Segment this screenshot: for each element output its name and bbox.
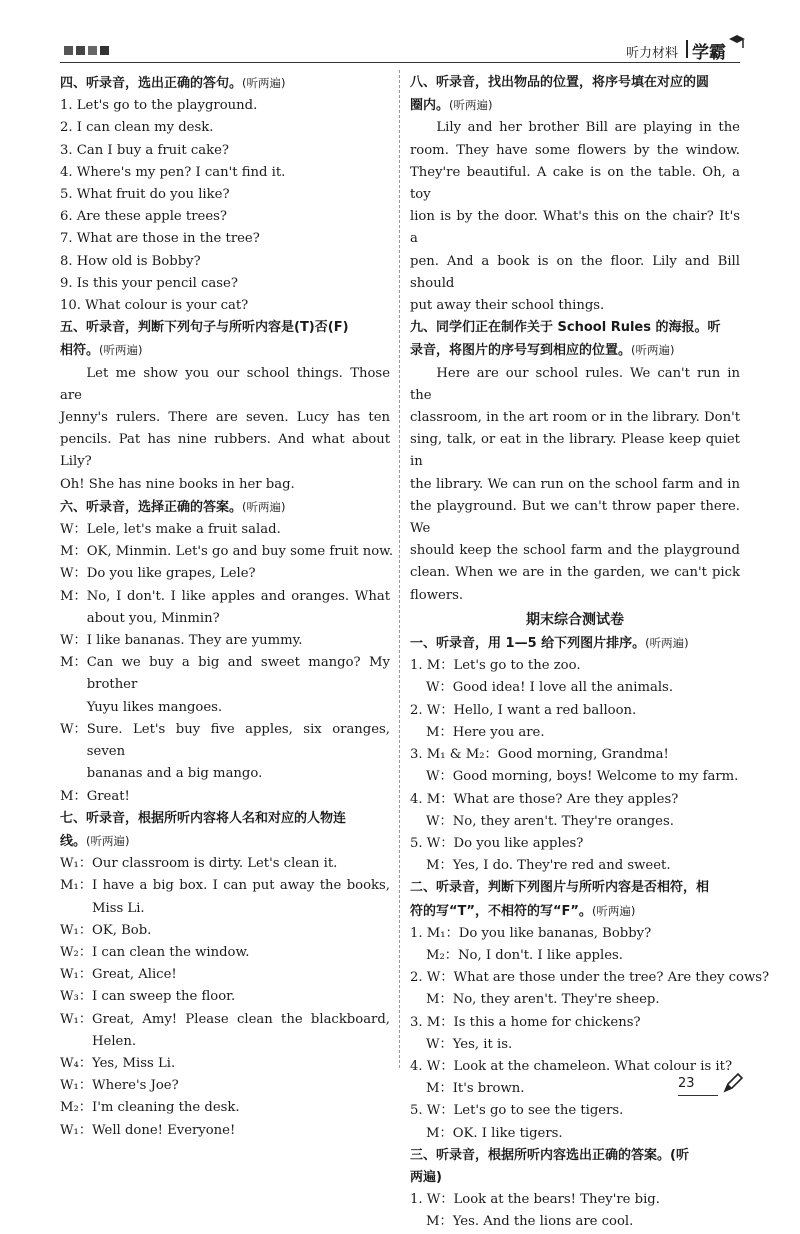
heading-note: (听两遍) [591,903,636,918]
passage-line: flowers. [410,587,464,603]
dialogue-text-line: I have a big box. I can put away the books, [91,878,390,894]
list-item: 9. Is this your pencil case? [60,275,238,291]
speaker-label: W： [426,1036,453,1052]
dialogue-text-line: Helen. [92,1033,137,1049]
column-divider [399,70,400,1068]
dialogue-text-line: Miss Li. [91,900,145,916]
dialogue-line [410,677,740,699]
list-item: 10. What colour is your cat? [60,298,249,314]
dialogue-line [410,1012,740,1034]
list-item: 5. What fruit do you like? [60,187,230,203]
dialogue-text [87,563,390,585]
speaker-label: M： [426,992,453,1008]
dialogue-text-line: No, I don't. I like apples and oranges. What [86,588,390,604]
dialogue-text-line: Yuyu likes mangoes. [86,699,223,715]
dialogue-text-line: Well done! Everyone! [92,1122,236,1138]
speaker-label: W： [426,835,454,851]
dialogue-line [410,811,740,833]
dialogue-line [60,586,390,630]
dialogue-text-line: Where's Joe? [92,1078,179,1094]
dialogue-text-line: OK, Minmin. Let's go and buy some fruit now. [86,544,394,560]
heading-text: 符的写“T”，不相符的写“F”。 [410,903,592,919]
dialogue-line [410,967,770,989]
dialogue-text: Good morning, Grandma! [497,747,669,763]
list-item: 3. Can I buy a fruit cake? [60,142,229,158]
item-number: 5. [410,835,427,851]
dialogue-text-line: I can clean the window. [92,944,250,960]
dialogue-line [410,744,740,766]
dialogue-line [60,719,390,786]
heading-text: 线。 [60,833,87,849]
speaker-label: W₁： [60,1122,93,1138]
speaker-label: W₁： [60,967,93,983]
speaker-label: W： [60,522,87,538]
dialogue-text [92,1053,390,1075]
dialogue-line [410,722,740,744]
dialogue-text: Is this a home for chickens? [453,1014,641,1030]
dialogue-line [410,1189,740,1211]
heading-text: 一、听录音，用 1—5 给下列图片排序。 [410,636,646,652]
heading-note: (听两遍) [645,636,689,651]
passage-line: pencils. Pat has nine rubbers. And what about Lily? [60,432,390,470]
dialogue-text: No, I don't. I like apples. [457,947,623,963]
section-heading: 八、听录音，找出物品的位置，将序号填在对应的圆 [410,75,710,90]
section-heading-cont [410,900,740,923]
item-number: 4. [410,791,427,807]
dialogue-text: Look at the chameleon. What colour is it? [453,1058,733,1074]
dialogue-text-line: Great, Amy! Please clean the blackboard, [92,1011,390,1027]
dialogue-text: Do you like apples? [453,835,584,851]
passage-line: Let me show you our school things. Those are [60,365,390,403]
dialogue-text [92,875,390,919]
dialogue-text [92,1120,390,1142]
speaker-label: W： [60,566,87,582]
heading-note: (听两遍) [86,833,130,848]
speaker-label: M₂： [426,947,458,963]
page-header [60,40,740,62]
speaker-label: M₁： [426,925,459,941]
dialogue-line [410,1100,740,1122]
dialogue-text: Yes, I do. They're red and sweet. [452,858,671,874]
section-7 [60,808,390,1142]
dialogue-text [92,1075,390,1097]
dialogue-text: What are those under the tree? Are they cows? [453,970,770,986]
section-5 [60,317,390,496]
item-number: 3. [410,1014,427,1030]
dialogue-text-line: Do you like grapes, Lele? [86,566,256,582]
header-divider [686,40,688,58]
heading-text: 六、听录音，选择正确的答案。 [60,499,243,515]
passage-line: Oh! She has nine books in her bag. [60,476,295,492]
list-item: 2. I can clean my desk. [60,120,214,136]
item-number: 1. [410,925,427,941]
passage-line: pen. And a book is on the floor. Lily and Bill should [410,253,740,291]
dialogue-line [60,1009,390,1053]
dialogue-text-line: I'm cleaning the desk. [91,1100,240,1116]
list-item: 6. Are these apple trees? [60,209,227,225]
speaker-label: W： [426,702,454,718]
heading-note: (听两遍) [449,98,493,113]
passage-line: sing, talk, or eat in the library. Please keep quiet in [410,432,740,470]
dialogue-line [60,853,390,875]
dialogue-line [60,652,390,719]
dialogue-text: Here you are. [452,724,545,740]
dialogue-line [410,945,740,967]
part-1 [410,632,740,877]
speaker-label: W： [426,680,453,696]
heading-note: (听两遍) [631,343,675,358]
passage-line: the playground. But we can't throw paper there. We [410,498,740,537]
dialogue-text: OK. I like tigers. [452,1125,563,1141]
item-number: 1. [410,658,427,674]
item-number: 2. [410,702,427,718]
dialogue-line [60,519,390,541]
section-heading-cont [410,339,740,362]
passage-line: should keep the school farm and the playground [410,543,740,559]
passage-line: lion is by the door. What's this on the chair? It's a [410,209,740,247]
dialogue-line [60,630,390,652]
section-9 [410,317,740,607]
section-heading: 二、听录音，判断下列图片与所听内容是否相符，相 [410,880,710,896]
left-column [60,72,394,1142]
dialogue-text [92,853,390,875]
passage-line: put away their school things. [410,298,605,314]
speaker-label: W₃： [60,989,93,1005]
speaker-label: M： [426,658,454,674]
passage-line: Here are our school rules. We can't run in the [410,365,740,403]
heading-note: (听两遍) [242,76,286,90]
dialogue-text [92,964,390,986]
section-heading: 七、听录音，根据所听内容将人名和对应的人物连 [60,810,347,826]
dialogue-line [60,786,390,808]
speaker-label: M： [426,1014,454,1030]
speaker-label: W₄： [60,1055,93,1071]
speaker-label: W₂： [60,944,93,960]
speaker-label: M： [60,788,87,804]
dialogue-text [92,942,390,964]
dialogue-line [410,855,740,877]
item-number: 3. [410,747,427,763]
dialogue-text: Good idea! I love all the animals. [452,680,674,696]
section-heading [410,632,740,655]
list-item: 7. What are those in the tree? [60,231,260,247]
item-number: 4. [410,1058,427,1074]
dialogue-text [92,1097,390,1119]
section-4 [60,72,390,317]
dialogue-text-line: about you, Minmin? [86,610,220,626]
section-heading: 三、听录音，根据所听内容选出正确的答案。(听 [410,1147,689,1163]
header-rule [60,62,740,63]
dialogue-text-line: Great! [86,788,130,804]
dialogue-text-line: Yes, Miss Li. [92,1055,176,1071]
speaker-label: M： [426,1214,453,1230]
footer-rule [678,1095,718,1096]
speaker-label: M： [60,544,87,560]
header-square-3 [88,46,97,55]
dialogue-text: Let's go to see the tigers. [453,1103,624,1119]
speaker-label: M₂： [60,1100,92,1116]
dialogue-line [410,700,740,722]
dialogue-text: Let's go to the zoo. [453,658,581,674]
item-number: 5. [410,1103,427,1119]
section-heading-cont [60,339,390,362]
section-heading: 九、同学们正在制作关于 School Rules 的海报。听 [410,320,721,336]
dialogue-line [60,1097,390,1119]
dialogue-text: Do you like bananas, Bobby? [458,925,652,941]
section-heading: 五、听录音，判断下列句子与所听内容是(T)否(F) [60,320,349,336]
speaker-label: W： [426,1058,454,1074]
dialogue-line [410,766,740,788]
part-3 [410,1145,740,1234]
dialogue-text-line: Sure. Let's buy five apples, six oranges, seven [86,721,390,760]
section-6 [60,496,394,808]
dialogue-line [410,1123,740,1145]
item-number: 1. [410,1192,427,1208]
speaker-label: M： [426,858,453,874]
section-heading-cont [410,94,740,117]
dialogue-line [60,1075,390,1097]
list-item: 4. Where's my pen? I can't find it. [60,164,286,180]
dialogue-text-line: bananas and a big mango. [86,766,263,782]
speaker-label: M： [60,588,87,604]
section-heading [60,72,390,95]
speaker-label: M： [426,1125,453,1141]
dialogue-text: Yes. And the lions are cool. [452,1214,634,1230]
dialogue-line [410,789,740,811]
dialogue-text-line: Our classroom is dirty. Let's clean it. [92,856,338,872]
item-number: 2. [410,970,427,986]
list-item: 8. How old is Bobby? [60,253,201,269]
dialogue-line [410,1056,740,1078]
dialogue-text: No, they aren't. They're oranges. [452,813,674,829]
list-item: 1. Let's go to the playground. [60,98,258,114]
speaker-label: W： [60,633,87,649]
passage-line: clean. When we are in the garden, we can't pick [410,565,740,581]
passage-line: Jenny's rulers. There are seven. Lucy has ten [60,410,390,426]
dialogue [410,655,740,877]
section-heading [60,496,390,519]
section-heading-cont [60,830,390,853]
speaker-label: W₁： [60,1078,93,1094]
dialogue-text-line: I can sweep the floor. [92,989,236,1005]
dialogue-line [60,964,390,986]
speaker-label: M₁ & M₂： [426,747,498,763]
dialogue-line [410,833,740,855]
dialogue-text-line: Lele, let's make a fruit salad. [86,522,281,538]
speaker-label: M： [60,655,87,671]
dialogue-text: What are those? Are they apples? [453,791,679,807]
dialogue-line [410,1034,740,1056]
dialogue-line [60,1120,390,1142]
dialogue-text [87,519,390,541]
dialogue-text [87,719,390,786]
dialogue-text: Good morning, boys! Welcome to my farm. [452,769,739,785]
dialogue-text-line: Great, Alice! [92,967,177,983]
section-heading-cont: 两遍) [410,1169,442,1185]
heading-note: (听两遍) [242,499,286,514]
test-title: 期末综合测试卷 [526,611,624,628]
header-square-2 [76,46,85,55]
dialogue-line [410,989,740,1011]
dialogue-text [92,986,390,1008]
dialogue-text [87,630,390,652]
header-label: 听力材料 [625,46,678,61]
speaker-label: W： [426,769,453,785]
dialogue-line [60,920,390,942]
dialogue-text [87,786,390,808]
speaker-label: W₁： [60,856,93,872]
heading-text: 圈内。 [410,98,450,114]
dialogue-line [410,655,740,677]
heading-note: (听两遍) [99,343,143,358]
passage-line: classroom, in the art room or in the library. Don't [410,410,740,426]
header-square-1 [64,46,73,55]
dialogue-text: It's brown. [452,1081,525,1097]
dialogue [60,519,394,808]
dialogue-text [87,541,393,563]
passage [410,117,740,317]
passage-line: room. They have some flowers by the window. [410,142,740,158]
pencil-icon [722,1072,744,1094]
dialogue-text-line: OK, Bob. [92,922,152,938]
passage [60,363,390,496]
dialogue-line [60,986,390,1008]
dialogue-text-line: Can we buy a big and sweet mango? My brother [86,655,390,693]
dialogue-line [60,1053,390,1075]
heading-text: 四、听录音，选出正确的答句。 [60,76,243,91]
dialogue [60,853,390,1142]
speaker-label: W： [426,1103,454,1119]
dialogue-line [60,563,390,585]
passage [410,363,740,607]
dialogue-line [60,541,394,563]
passage-line: Lily and her brother Bill are playing in the [436,120,740,136]
section-8 [410,72,740,317]
part-2 [410,877,770,1144]
speaker-label: M： [426,791,454,807]
dialogue-text-line: I like bananas. They are yummy. [86,633,303,649]
dialogue [410,923,770,1145]
dialogue-line [410,1211,740,1233]
grad-cap-icon [728,32,746,54]
right-column [410,72,770,1234]
heading-text: 录音，将图片的序号写到相应的位置。 [410,343,632,359]
dialogue-line [410,923,740,945]
dialogue-text [92,1009,390,1053]
dialogue [410,1189,740,1233]
speaker-label: M： [426,724,453,740]
header-square-4 [100,46,109,55]
speaker-label: W₁： [60,1011,93,1027]
speaker-label: M₁： [60,878,92,894]
speaker-label: W： [60,721,87,737]
dialogue-text: No, they aren't. They're sheep. [452,992,660,1008]
speaker-label: W： [426,970,454,986]
dialogue-text: Hello, I want a red balloon. [453,702,637,718]
speaker-label: W： [426,1192,454,1208]
dialogue-text [87,652,390,719]
dialogue-line [60,875,390,919]
dialogue-text [92,920,390,942]
speaker-label: W₁： [60,922,93,938]
speaker-label: M： [426,1081,453,1097]
brand-logo: 学霸 [692,43,726,63]
heading-text: 相符。 [60,343,100,359]
dialogue-text: Yes, it is. [452,1036,513,1052]
dialogue-text [87,586,390,630]
passage-line: the library. We can run on the school farm and in [410,476,740,492]
dialogue-text: Look at the bears! They're big. [453,1192,660,1208]
dialogue-line [60,942,390,964]
page-number: 23 [678,1076,695,1091]
speaker-label: W： [426,813,453,829]
passage-line: They're beautiful. A cake is on the table. Oh, a toy [410,164,740,203]
